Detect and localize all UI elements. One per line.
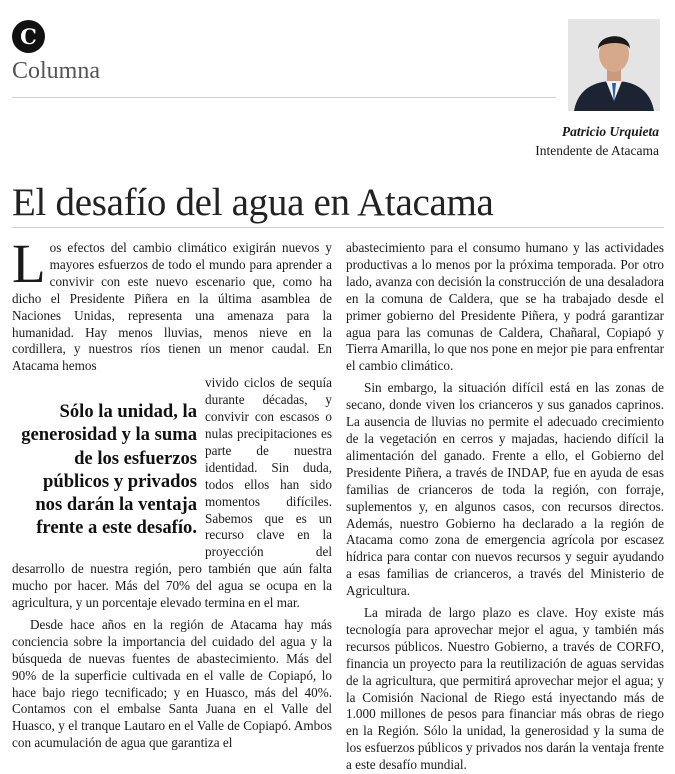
paragraph-1a-text: os efectos del cambio climático exigirán nuevos y mayores esfuerzos de todo el mundo para aprender a convivir con este nuevo escenario que, como ha dicho el Presidente Piñera en la última asamblea de Naciones Unidas, representa una amenaza para la humanidad. Hay menos lluvias, menos nieve en la cordillera, y nuestros ríos tienen un menor caudal. En Atacama hemos <box>12 240 332 374</box>
title-divider <box>12 227 664 228</box>
section-label: Columna <box>12 58 100 84</box>
author-photo <box>568 19 660 111</box>
author-portrait-icon <box>568 19 660 111</box>
article-column-left <box>12 233 332 752</box>
header-divider <box>12 97 556 98</box>
drop-cap: L <box>12 233 46 294</box>
author-name: Patricio Urquieta <box>561 124 659 139</box>
paragraph-1a <box>12 233 332 375</box>
pull-quote: Sólo la unidad, la generosidad y la suma de los esfuerzos públicos y privados nos darán la ventaja frente a este desafío. <box>21 401 197 539</box>
paragraph-2: Desde hace años en la región de Atacama hay más conciencia sobre la importancia del cuidado del agua y la búsqueda de nuevas fuentes de abastecimiento. Más del 90% de la superficie cultivada en el valle de Copiapó, lo hace bajo riego tecnificado; y en Huasco, más del 40%. Contamos con el embalse Santa Juana en el Valle del Huasco, y el tranque Lautaro en el Valle de Copiapó. Ambos con acumulación de agua que garantiza el <box>12 616 332 751</box>
paragraph-4: Sin embargo, la situación difícil está en las zonas de secano, donde viven los crianceros y sus ganados caprinos. La ausencia de lluvias no permite el adecuado crecimiento de la vegetación en cerros y majadas, haciendo difícil la alimentación del ganado. Frente a ello, el Gobierno del Presidente Piñera, a través de INDAP, fue en ayuda de esas familias de crianceros de toda la región, con forraje, suplementos y, en algunos casos, con recursos directos. Además, nuestro Gobierno ha declarado a la región de Atacama como zona de emergencia agrícola por escasez hídrica para contar con nuevos recursos y seguir ayudando a esas familias de crianceros, a través del Ministerio de Agricultura. <box>346 380 664 599</box>
author-role: Intendente de Atacama <box>535 143 659 158</box>
paragraph-5: La mirada de largo plazo es clave. Hoy existe más tecnología para aprovechar mejor el agua, y también más recursos públicos. Nuestro Gobierno, a través de CORFO, financia un proyecto para la reutilización de aguas servidas de la agricultura, que permitirá aprovechar mejor el agua; y la Comisión Nacional de Riego está inyectando más de 1.000 millones de pesos para financiar más obras de riego en la Región. Sólo la unidad, la generosidad y la suma de los esfuerzos públicos y privados nos darán la ventaja frente a este desafío mundial. <box>346 605 664 773</box>
article-column-right <box>346 240 664 774</box>
article-title: El desafío del agua en Atacama <box>12 181 494 224</box>
section-badge: C <box>12 20 45 53</box>
quote-wrap <box>12 375 332 612</box>
author-byline <box>535 122 659 160</box>
paragraph-3: abastecimiento para el consumo humano y las actividades productivas a lo menos por la próxima temporada. Por otro lado, avanza con decisión la construcción de una desaladora en la comuna de Caldera, que se ha trabajado desde el primer gobierno del Presidente Piñera, y podrá garantizar agua para las comunas de Caldera, Chañaral, Copiapó y Tierra Amarilla, lo que nos pone en mejor pie para enfrentar el cambio climático. <box>346 240 664 374</box>
paragraph-1b: vivido ciclos de sequía durante décadas, y convivir con escasos o nulas precipitaciones es parte de nuestra identidad. Sin duda, todos ellos han sido momentos difíciles. Sabemos que es un recurso clave en la proyección del desarrollo de nuestra región, pero también que aún falta mucho por hacer. Más del 70% del agua se ocupa en la agricultura, y un porcentaje elevado termina en el mar. <box>12 375 332 611</box>
